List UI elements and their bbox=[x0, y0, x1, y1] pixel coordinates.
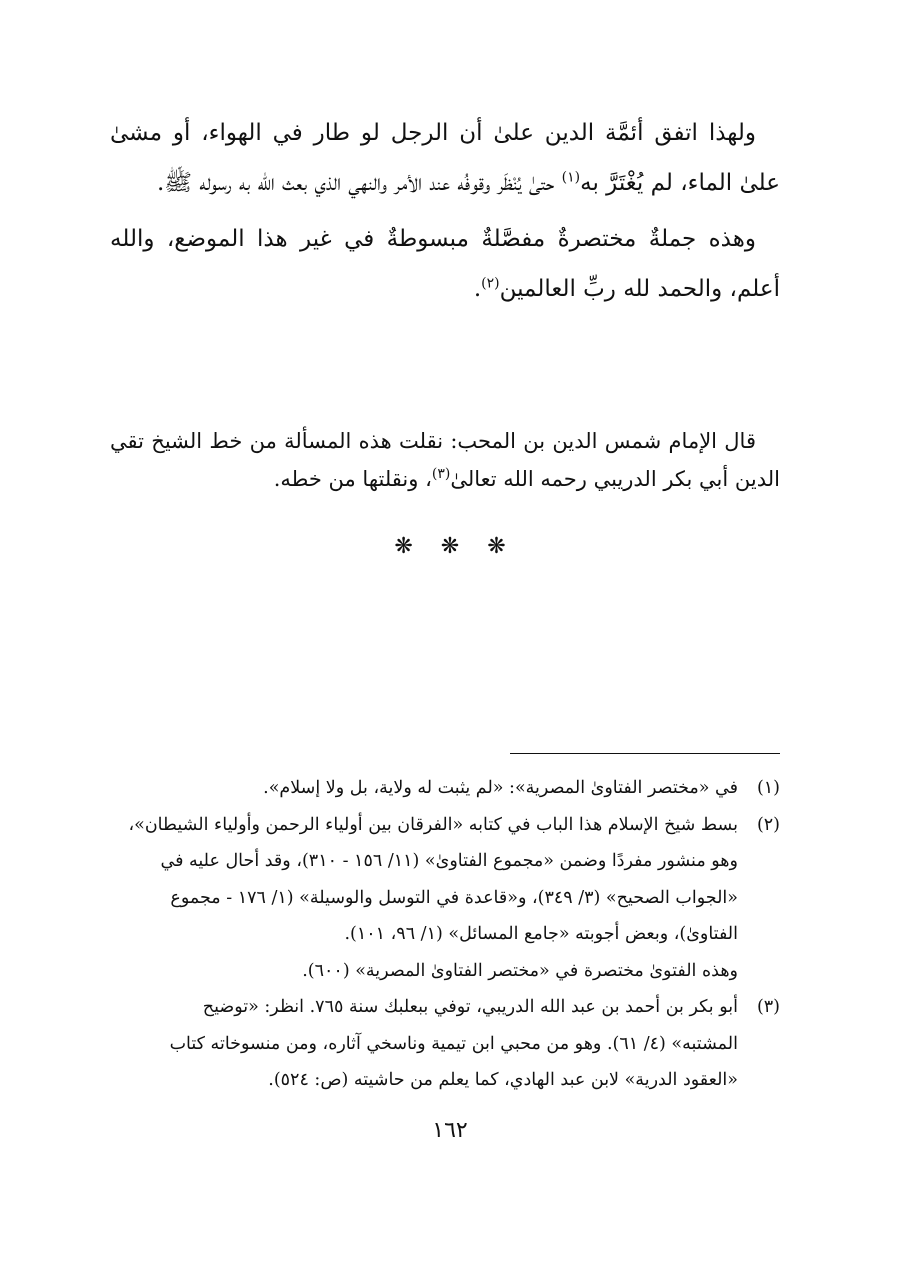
paragraph-1 bbox=[110, 108, 780, 208]
footnote-line: «الجواب الصحيح» (٣/ ٣٤٩)، و«قاعدة في التوسل والوسيلة» (١/ ١٧٦ - مجموع bbox=[170, 887, 738, 908]
footnote-divider bbox=[510, 753, 780, 754]
colophon-text-end: ، ونقلتها من خطه. bbox=[273, 467, 432, 491]
star-ornament-icon: ❋ bbox=[440, 534, 460, 559]
paragraph-2-text-end: . bbox=[473, 276, 482, 302]
footnotes bbox=[110, 770, 780, 1099]
paragraph-2 bbox=[110, 214, 780, 314]
star-ornament-icon: ❋ bbox=[394, 534, 413, 559]
footnote-number: (٢) bbox=[756, 814, 780, 835]
footnote-line: أبو بكر بن أحمد بن عبد الله الدريبي، توفي ببعلبك سنة ٧٦٥. انظر: «توضيح bbox=[202, 997, 738, 1017]
star-ornament-icon: ❋ bbox=[487, 534, 506, 559]
footnote-line: المشتبه» (٤/ ٦١). وهو من محبي ابن تيمية وناسخي آثاره، ومن منسوخاته كتاب bbox=[169, 1033, 738, 1054]
footnote-line: وهو منشور مفردًا وضمن «مجموع الفتاوىٰ» (١١/ ١٥٦ - ٣١٠)، وقد أحال عليه في bbox=[160, 851, 738, 871]
section-separator bbox=[0, 534, 900, 559]
footnote-ref-3[interactable]: (٣) bbox=[431, 466, 451, 482]
paragraph-1-text-end: حتىٰ يُنْظَر وقوفُه عند الأمر والنهي الذي بعث الله به رسوله ﷺ. bbox=[157, 170, 562, 196]
colophon-paragraph bbox=[110, 422, 780, 498]
paragraph-1-text: ولهذا اتفق أئمَّة الدين علىٰ أن الرجل لو طار في الهواء، أو مشىٰ علىٰ الماء، لم يُغْتَرَّ به bbox=[110, 120, 780, 196]
footnote-line: بسط شيخ الإسلام هذا الباب في كتابه «الفرقان بين أولياء الرحمن وأولياء الشيطان»، bbox=[128, 814, 738, 835]
footnote-2 bbox=[110, 807, 780, 990]
colophon-text: قال الإمام شمس الدين بن المحب: نقلت هذه المسألة من خط الشيخ تقي الدين أبي بكر الدريبي رحمه الله تعالىٰ bbox=[110, 429, 780, 491]
main-text bbox=[110, 108, 780, 320]
footnote-line: في «مختصر الفتاوىٰ المصرية»: «لم يثبت له ولاية، بل ولا إسلام». bbox=[263, 778, 738, 798]
footnote-line: «العقود الدرية» لابن عبد الهادي، كما يعلم من حاشيته (ص: ٥٢٤). bbox=[268, 1070, 738, 1090]
footnote-ref-2[interactable]: (٢) bbox=[481, 275, 500, 292]
footnote-ref-1[interactable]: (١) bbox=[561, 169, 581, 186]
footnote-number: (٣) bbox=[756, 997, 780, 1017]
paragraph-2-text: وهذه جملةٌ مختصرةٌ مفصَّلةٌ مبسوطةٌ في غير هذا الموضع، والله أعلم، والحمد لله ربِّ العالمين bbox=[110, 226, 780, 302]
footnote-line: الفتاوىٰ)، وبعض أجوبته «جامع المسائل» (١/ ٩٦، ١٠١). bbox=[344, 924, 738, 944]
footnote-number: (١) bbox=[756, 778, 780, 798]
footnote-3 bbox=[110, 989, 780, 1099]
footnote-1 bbox=[110, 770, 780, 807]
colophon bbox=[110, 422, 780, 498]
footnote-line: وهذه الفتوىٰ مختصرة في «مختصر الفتاوىٰ المصرية» (٦٠٠). bbox=[302, 960, 738, 981]
page-number: ١٦٢ bbox=[432, 1118, 468, 1143]
